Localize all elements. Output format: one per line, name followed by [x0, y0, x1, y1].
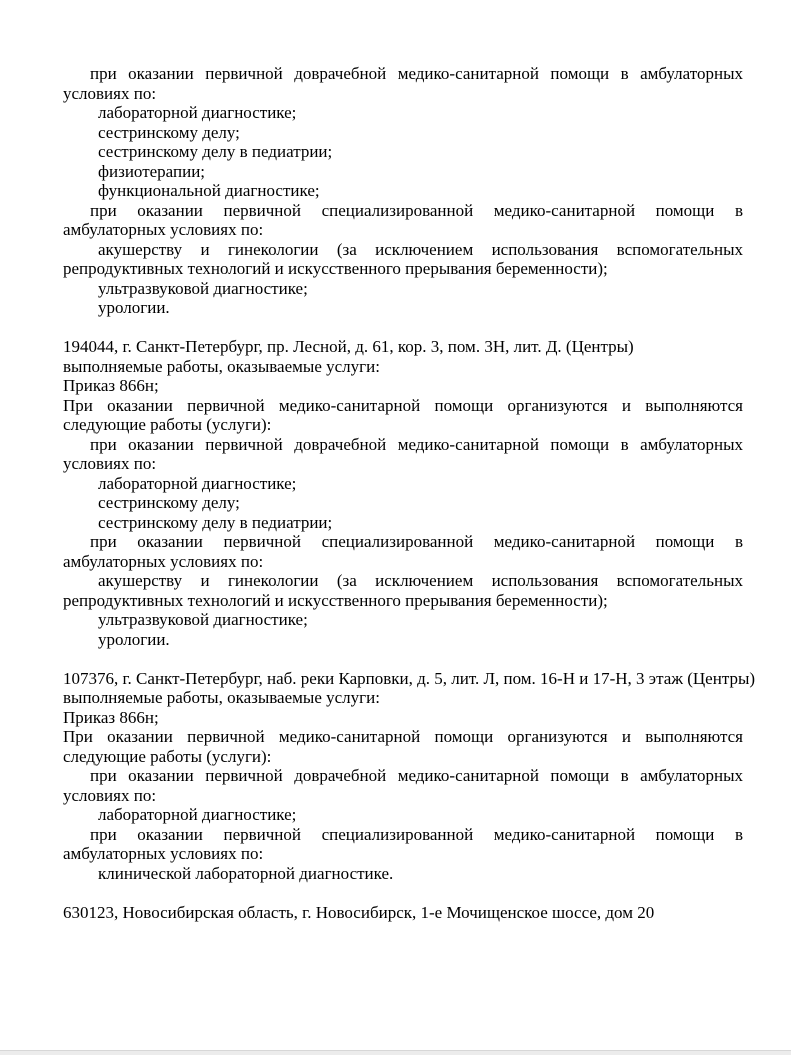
paragraph-line: ультразвуковой диагностике;	[98, 610, 308, 629]
paragraph-line: урологии.	[98, 298, 170, 317]
address-block-karpovka	[63, 668, 756, 884]
paragraph-line: клинической лабораторной диагностике.	[98, 863, 394, 883]
paragraph-line: функциональной диагностике;	[98, 181, 320, 200]
paragraph-line: при оказании первичной доврачебной медико-санитарной помощи в амбулаторных условиях по:	[63, 766, 743, 805]
paragraph-line: 194044, г. Санкт-Петербург, пр. Лесной, д. 61, кор. 3, пом. 3Н, лит. Д. (Центры)	[63, 337, 634, 356]
works-list-continuation	[63, 64, 743, 318]
paragraph-line: при оказании первичной специализированной медико-санитарной помощи в амбулаторных условиях по:	[63, 200, 743, 239]
paragraph-line: урологии.	[98, 629, 170, 649]
address-block-novosibirsk	[63, 903, 743, 923]
paragraph-line: выполняемые работы, оказываемые услуги:	[63, 356, 380, 376]
paragraph-line: Приказ 866н;	[63, 376, 159, 395]
paragraph-line: 630123, Новосибирская область, г. Новосибирск, 1-е Мочищенское шоссе, дом 20	[63, 902, 655, 922]
paragraph-line: физиотерапии;	[98, 161, 206, 181]
paragraph-line: акушерству и гинекологии (за исключением использования вспомогательных репродуктивных технологий и искусственного прерывания беременности);	[63, 239, 743, 278]
paragraph-line: лабораторной диагностике;	[98, 103, 297, 122]
paragraph-line: Приказ 866н;	[63, 707, 159, 727]
paragraph-line: 107376, г. Санкт-Петербург, наб. реки Карповки, д. 5, лит. Л, пом. 16-Н и 17-Н, 3 этаж (Центры)	[63, 668, 756, 688]
paragraph-line: выполняемые работы, оказываемые услуги:	[63, 688, 380, 707]
paragraph-line: лабораторной диагностике;	[98, 473, 297, 493]
page-bottom-divider	[0, 1050, 791, 1055]
paragraph-line: сестринскому делу в педиатрии;	[98, 512, 333, 532]
paragraph-line: лабораторной диагностике;	[98, 805, 297, 824]
paragraph-line: сестринскому делу в педиатрии;	[98, 142, 333, 161]
paragraph-line: при оказании первичной доврачебной медико-санитарной помощи в амбулаторных условиях по:	[63, 64, 743, 103]
paragraph-line: при оказании первичной доврачебной медико-санитарной помощи в амбулаторных условиях по:	[63, 434, 743, 473]
paragraph-line: При оказании первичной медико-санитарной помощи организуются и выполняются следующие работы (услуги):	[63, 395, 743, 434]
paragraph-line: ультразвуковой диагностике;	[98, 278, 308, 298]
paragraph-line: сестринскому делу;	[98, 493, 240, 512]
paragraph-line: при оказании первичной специализированной медико-санитарной помощи в амбулаторных условиях по:	[63, 824, 743, 863]
paragraph-line: При оказании первичной медико-санитарной помощи организуются и выполняются следующие работы (услуги):	[63, 727, 743, 766]
paragraph-line: сестринскому делу;	[98, 122, 240, 142]
paragraph-line: при оказании первичной специализированной медико-санитарной помощи в амбулаторных условиях по:	[63, 532, 743, 571]
address-block-lesnoy	[63, 337, 743, 649]
paragraph-line: акушерству и гинекологии (за исключением использования вспомогательных репродуктивных технологий и искусственного прерывания беременности);	[63, 571, 743, 610]
